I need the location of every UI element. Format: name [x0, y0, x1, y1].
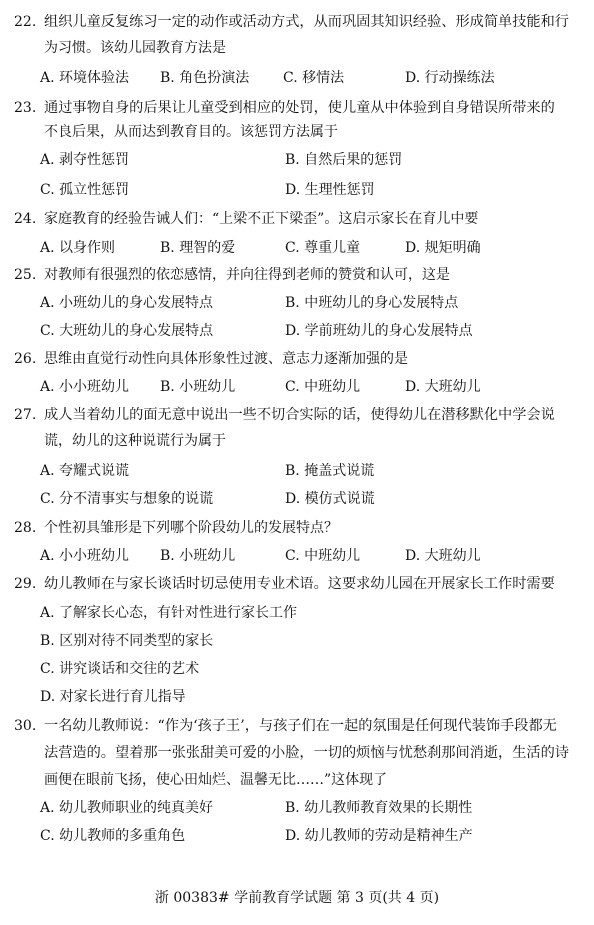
question-number: 25. [14, 267, 37, 283]
question-stem: 幼儿教师在与家长谈话时切忌使用专业术语。这要求幼儿园在开展家长工作时需要 [44, 576, 555, 592]
option-a[interactable]: A. 小小班幼儿 [40, 548, 130, 564]
option-d[interactable]: D. 大班幼儿 [405, 548, 481, 564]
option-b[interactable]: B. 区别对待不同类型的家长 [40, 633, 214, 649]
option-b[interactable]: B. 幼儿教师教育效果的长期性 [285, 800, 473, 816]
question-number: 23. [14, 100, 37, 116]
option-c[interactable]: C. 尊重儿童 [285, 240, 361, 256]
option-b[interactable]: B. 中班幼儿的身心发展特点 [285, 295, 459, 311]
option-b[interactable]: B. 小班幼儿 [160, 548, 236, 564]
question-number: 27. [14, 407, 37, 423]
option-c[interactable]: C. 中班幼儿 [285, 548, 361, 564]
option-a[interactable]: A. 了解家长心态，有针对性进行家长工作 [40, 605, 298, 621]
option-d[interactable]: D. 生理性惩罚 [285, 182, 375, 198]
option-a[interactable]: A. 小班幼儿的身心发展特点 [40, 295, 214, 311]
option-a[interactable]: A. 夸耀式说谎 [40, 463, 130, 479]
question-stem: 为习惯。该幼儿园教育方法是 [44, 40, 226, 56]
option-c[interactable]: C. 移情法 [283, 70, 345, 86]
question-stem: 组织儿童反复练习一定的动作或活动方式，从而巩固其知识经验、形成简单技能和行 [44, 14, 569, 30]
option-a[interactable]: A. 小小班幼儿 [40, 379, 130, 395]
question-stem: 对教师有很强烈的依恋感情，并向往得到老师的赞赏和认可，这是 [44, 267, 450, 283]
option-d[interactable]: D. 大班幼儿 [405, 379, 481, 395]
question-stem: 法营造的。望着那一张张甜美可爱的小脸，一切的烦恼与忧愁刹那间消逝，生活的诗 [44, 745, 569, 761]
question-number: 24. [14, 211, 37, 227]
question-number: 22. [14, 14, 37, 30]
question-number: 30. [14, 718, 37, 734]
question-number: 26. [14, 351, 37, 367]
option-d[interactable]: D. 行动操练法 [405, 70, 495, 86]
question-stem: 不良后果，从而达到教育目的。该惩罚方法属于 [44, 124, 338, 140]
option-d[interactable]: D. 学前班幼儿的身心发展特点 [285, 323, 473, 339]
option-b[interactable]: B. 掩盖式说谎 [285, 463, 375, 479]
option-d[interactable]: D. 规矩明确 [405, 240, 481, 256]
option-a[interactable]: A. 以身作则 [40, 240, 116, 256]
option-c[interactable]: C. 孤立性惩罚 [40, 182, 130, 198]
question-stem: 成人当着幼儿的面无意中说出一些不切合实际的话，使得幼儿在潜移默化中学会说 [44, 407, 555, 423]
option-c[interactable]: C. 中班幼儿 [285, 379, 361, 395]
option-a[interactable]: A. 环境体验法 [40, 70, 130, 86]
option-a[interactable]: A. 幼儿教师职业的纯真美好 [40, 800, 214, 816]
option-c[interactable]: C. 大班幼儿的身心发展特点 [40, 323, 214, 339]
option-c[interactable]: C. 幼儿教师的多重角色 [40, 828, 186, 844]
question-stem: 谎，幼儿的这种说谎行为属于 [44, 433, 226, 449]
question-stem: 个性初具雏形是下列哪个阶段幼儿的发展特点？ [44, 520, 338, 536]
question-stem: 通过事物自身的后果让儿童受到相应的处罚，使儿童从中体验到自身错误所带来的 [44, 100, 555, 116]
option-b[interactable]: B. 小班幼儿 [160, 379, 236, 395]
option-d[interactable]: D. 对家长进行育儿指导 [40, 689, 186, 705]
option-c[interactable]: C. 分不清事实与想象的说谎 [40, 491, 214, 507]
question-number: 28. [14, 520, 37, 536]
question-number: 29. [14, 576, 37, 592]
option-b[interactable]: B. 角色扮演法 [160, 70, 250, 86]
question-stem: 思维由直觉行动性向具体形象性过渡、意志力逐渐加强的是 [44, 351, 408, 367]
question-stem: 画便在眼前飞扬，使心田灿烂、温馨无比……”这体现了 [44, 772, 388, 788]
option-a[interactable]: A. 剥夺性惩罚 [40, 152, 130, 168]
question-stem: 家庭教育的经验告诫人们：“上梁不正下梁歪”。这启示家长在育儿中要 [44, 211, 479, 227]
option-d[interactable]: D. 幼儿教师的劳动是精神生产 [285, 828, 473, 844]
option-c[interactable]: C. 讲究谈话和交往的艺术 [40, 661, 200, 677]
page-footer: 浙 00383# 学前教育学试题 第 3 页(共 4 页) [154, 890, 440, 906]
option-b[interactable]: B. 自然后果的惩罚 [285, 152, 403, 168]
option-d[interactable]: D. 模仿式说谎 [285, 491, 375, 507]
question-stem: 一名幼儿教师说：“作为‘孩子王’，与孩子们在一起的氛围是任何现代装饰手段都无 [44, 718, 557, 734]
option-b[interactable]: B. 理智的爱 [160, 240, 236, 256]
